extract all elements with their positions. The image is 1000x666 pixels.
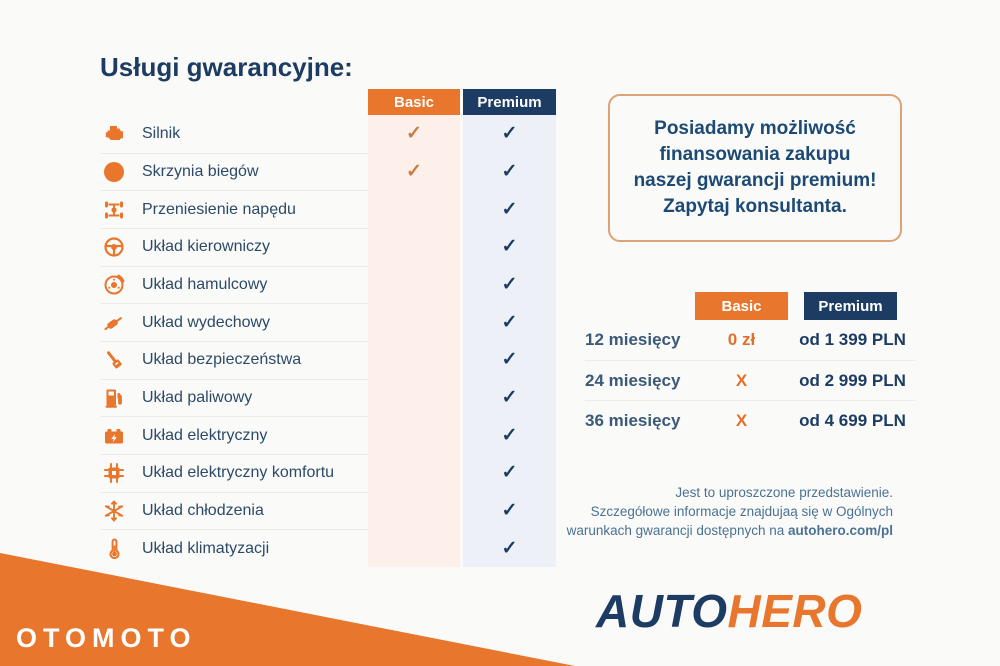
promo-line: Posiadamy możliwość	[654, 118, 856, 139]
pricing-basic-value: 0 zł	[727, 330, 756, 349]
autohero-logo	[596, 584, 862, 638]
promo-line: finansowania zakupu	[659, 144, 851, 165]
premium-value-cell	[460, 341, 556, 379]
autohero-logo-hero: HERO	[727, 585, 863, 637]
service-cell	[100, 115, 368, 153]
financing-promo-box	[608, 94, 902, 242]
disclaimer-line: warunkach gwarancji dostępnych na autohero.com/pl	[566, 523, 893, 538]
check-icon: ✓	[501, 311, 518, 333]
check-icon: ✓	[501, 349, 518, 371]
table-row	[100, 303, 556, 341]
service-label: Przeniesienie napędu	[142, 200, 296, 218]
service-label: Układ paliwowy	[142, 388, 253, 406]
warranty-table-header	[100, 89, 556, 115]
pricing-premium-value: od 4 699 PLN	[799, 410, 906, 430]
snowflake-icon	[102, 499, 126, 523]
pricing-table	[585, 292, 915, 440]
basic-value-cell	[368, 115, 460, 153]
header-spacer	[100, 89, 368, 115]
check-icon: ✓	[501, 424, 518, 446]
check-icon: ✓	[406, 123, 422, 145]
pricing-table-body	[585, 320, 915, 440]
promo-line: Zapytaj konsultanta.	[663, 196, 847, 217]
check-icon: ✓	[501, 198, 518, 220]
basic-value-cell	[368, 228, 460, 266]
disclaimer-line: Szczegółowe informacje znajdujaą się w Ogólnych	[590, 504, 893, 519]
basic-value-cell	[368, 303, 460, 341]
service-cell	[100, 303, 368, 341]
service-label: Układ bezpieczeństwa	[142, 351, 302, 369]
table-row	[100, 228, 556, 266]
service-label: Skrzynia biegów	[142, 162, 259, 180]
check-icon: ✓	[501, 386, 518, 408]
service-cell	[100, 228, 368, 266]
pricing-period: 24 miesięcy	[585, 370, 681, 390]
basic-value-cell	[368, 529, 460, 567]
pricing-basic-header: Basic	[695, 292, 788, 320]
basic-value-cell	[368, 416, 460, 454]
basic-value-cell	[368, 341, 460, 379]
pricing-row	[585, 400, 915, 440]
table-row	[100, 115, 556, 153]
table-row	[100, 266, 556, 304]
table-row	[100, 153, 556, 191]
premium-value-cell	[460, 379, 556, 417]
check-icon: ✓	[501, 236, 518, 258]
autohero-logo-auto: AUTO	[596, 585, 728, 637]
exhaust-icon	[102, 311, 126, 335]
seatbelt-icon	[102, 348, 126, 372]
pricing-basic-value: X	[735, 370, 748, 390]
table-row	[100, 529, 556, 567]
warranty-table	[100, 89, 556, 567]
service-label: Układ elektryczny komfortu	[142, 464, 335, 482]
promo-line: naszej gwarancji premium!	[633, 170, 877, 191]
battery-icon	[102, 424, 126, 448]
check-icon: ✓	[501, 537, 518, 559]
service-label: Układ hamulcowy	[142, 275, 268, 293]
check-icon: ✓	[501, 273, 518, 295]
warranty-table-body	[100, 115, 556, 567]
pricing-period: 12 miesięcy	[585, 330, 681, 349]
basic-value-cell	[368, 153, 460, 191]
basic-value-cell	[368, 190, 460, 228]
service-cell	[100, 454, 368, 492]
fuel-pump-icon	[102, 386, 126, 410]
table-row	[100, 190, 556, 228]
drivetrain-icon	[102, 198, 126, 222]
disclaimer-line: Jest to uproszczone przedstawienie.	[675, 485, 893, 500]
check-icon: ✓	[501, 499, 518, 521]
pricing-premium-header: Premium	[804, 292, 897, 320]
header-spacer	[585, 292, 693, 320]
premium-value-cell	[460, 190, 556, 228]
chip-icon	[102, 461, 126, 485]
service-cell	[100, 379, 368, 417]
page-title: Usługi gwarancyjne:	[100, 52, 353, 82]
check-icon: ✓	[501, 462, 518, 484]
pricing-table-header	[585, 292, 915, 320]
pricing-premium-value: od 1 399 PLN	[799, 330, 906, 349]
basic-value-cell	[368, 379, 460, 417]
table-row	[100, 416, 556, 454]
table-row	[100, 492, 556, 530]
pricing-row	[585, 360, 915, 400]
service-label: Silnik	[142, 124, 181, 142]
premium-value-cell	[460, 416, 556, 454]
brake-disc-icon	[102, 273, 126, 297]
service-label: Układ wydechowy	[142, 313, 271, 331]
basic-column-header: Basic	[368, 89, 460, 115]
autohero-url: autohero.com/pl	[787, 523, 893, 538]
gearbox-icon	[102, 160, 126, 184]
premium-value-cell	[460, 153, 556, 191]
steering-wheel-icon	[102, 235, 126, 259]
service-label: Układ elektryczny	[142, 426, 268, 444]
table-row	[100, 454, 556, 492]
premium-value-cell	[460, 228, 556, 266]
premium-value-cell	[460, 115, 556, 153]
otomoto-logo: OTOMOTO	[16, 623, 197, 653]
premium-value-cell	[460, 303, 556, 341]
service-cell	[100, 416, 368, 454]
table-row	[100, 379, 556, 417]
service-cell	[100, 492, 368, 530]
pricing-premium-value: od 2 999 PLN	[799, 370, 906, 390]
service-label: Układ klimatyzacji	[142, 539, 270, 557]
premium-value-cell	[460, 266, 556, 304]
service-cell	[100, 341, 368, 379]
pricing-basic-value: X	[735, 410, 748, 430]
basic-value-cell	[368, 454, 460, 492]
engine-icon	[102, 122, 126, 146]
basic-value-cell	[368, 266, 460, 304]
table-row	[100, 341, 556, 379]
service-label: Układ chłodzenia	[142, 501, 264, 519]
check-icon: ✓	[501, 160, 518, 182]
service-cell	[100, 529, 368, 567]
premium-column-header: Premium	[463, 89, 556, 115]
disclaimer-text	[533, 483, 893, 540]
pricing-period: 36 miesięcy	[585, 410, 681, 430]
service-label: Układ kierowniczy	[142, 238, 271, 256]
service-cell	[100, 266, 368, 304]
pricing-row	[585, 320, 915, 360]
service-cell	[100, 153, 368, 191]
thermometer-icon	[102, 537, 126, 561]
service-cell	[100, 190, 368, 228]
check-icon: ✓	[501, 123, 518, 145]
basic-value-cell	[368, 492, 460, 530]
check-icon: ✓	[406, 160, 422, 182]
